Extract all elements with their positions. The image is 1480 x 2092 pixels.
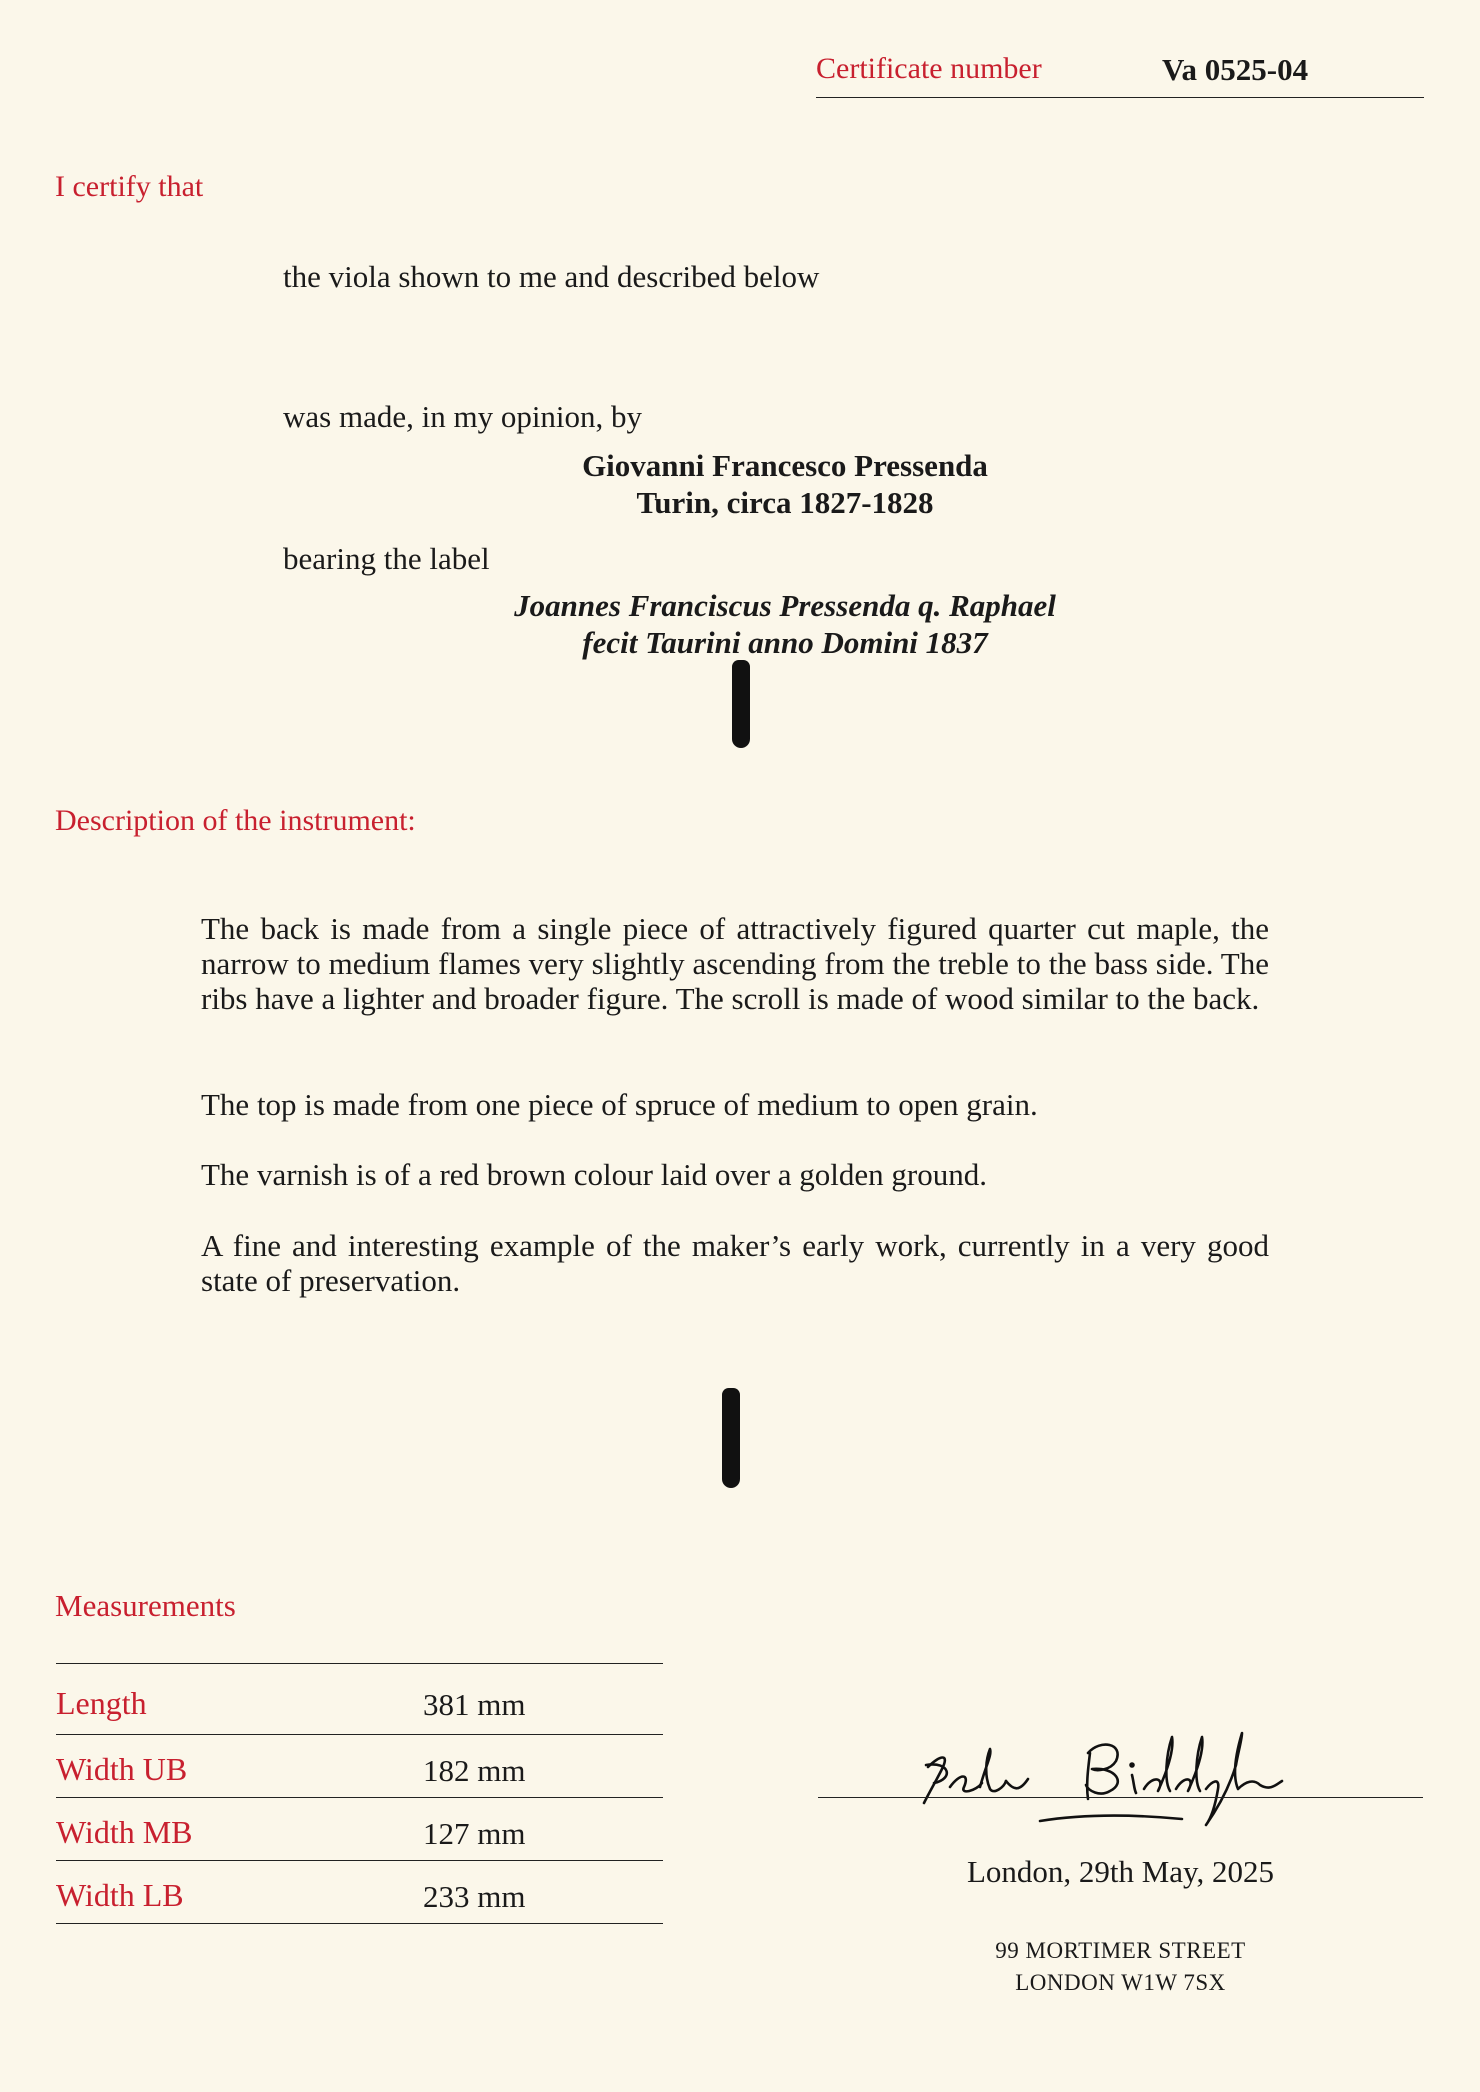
measurement-label: Length	[56, 1685, 147, 1721]
description-paragraph-3: The varnish is of a red brown colour laid over a golden ground.	[201, 1157, 987, 1192]
measurement-label: Width LB	[56, 1877, 184, 1913]
address-line-1: 99 MORTIMER STREET	[995, 1938, 1246, 1963]
address	[818, 1935, 1423, 1999]
maker-place-date: Turin, circa 1827-1828	[636, 485, 934, 520]
description-paragraph-2: The top is made from one piece of spruce of medium to open grain.	[201, 1087, 1038, 1122]
made-by-line: was made, in my opinion, by	[283, 399, 643, 434]
place-and-date: London, 29th May, 2025	[966, 1854, 1275, 1889]
measurements-heading: Measurements	[55, 1588, 236, 1623]
description-heading: Description of the instrument:	[55, 804, 416, 837]
table-row	[56, 1735, 663, 1798]
certificate-number: Va 0525-04	[1162, 52, 1309, 87]
label-text-block	[385, 587, 1185, 661]
handwritten-signature	[920, 1725, 1320, 1835]
maker-block	[385, 447, 1185, 521]
signature-line	[818, 1797, 1423, 1798]
binding-pin-top	[732, 660, 750, 748]
measurement-label: Width UB	[56, 1751, 188, 1787]
measurements-table	[56, 1663, 663, 1924]
label-line: bearing the label	[283, 541, 490, 576]
measurement-value: 233 mm	[423, 1879, 526, 1914]
table-row	[56, 1798, 663, 1861]
measurement-label: Width MB	[56, 1814, 193, 1850]
label-text-line-2: fecit Taurini anno Domini 1837	[582, 625, 988, 660]
description-paragraph-1: The back is made from a single piece of attractively figured quarter cut maple, the narrow to medium flames very slightly ascending from the treble to the bass side. The ribs have a lighter and broader figure. The scroll is made of wood similar to the back.	[201, 911, 1269, 1016]
table-row	[56, 1861, 663, 1924]
address-line-2: LONDON W1W 7SX	[1015, 1970, 1226, 1995]
header-divider	[816, 97, 1424, 98]
description-paragraph-4: A fine and interesting example of the maker’s early work, currently in a very good state of preservation.	[201, 1228, 1269, 1298]
maker-name: Giovanni Francesco Pressenda	[582, 448, 988, 483]
certify-heading: I certify that	[55, 170, 204, 203]
table-row	[56, 1664, 663, 1735]
measurement-value: 127 mm	[423, 1816, 526, 1851]
measurement-value: 381 mm	[423, 1687, 526, 1722]
measurement-value: 182 mm	[423, 1753, 526, 1788]
label-text-line-1: Joannes Franciscus Pressenda q. Raphael	[514, 588, 1056, 623]
certificate-number-label: Certificate number	[816, 52, 1042, 85]
binding-pin-bottom	[722, 1388, 740, 1488]
intro-line: the viola shown to me and described below	[283, 259, 820, 294]
